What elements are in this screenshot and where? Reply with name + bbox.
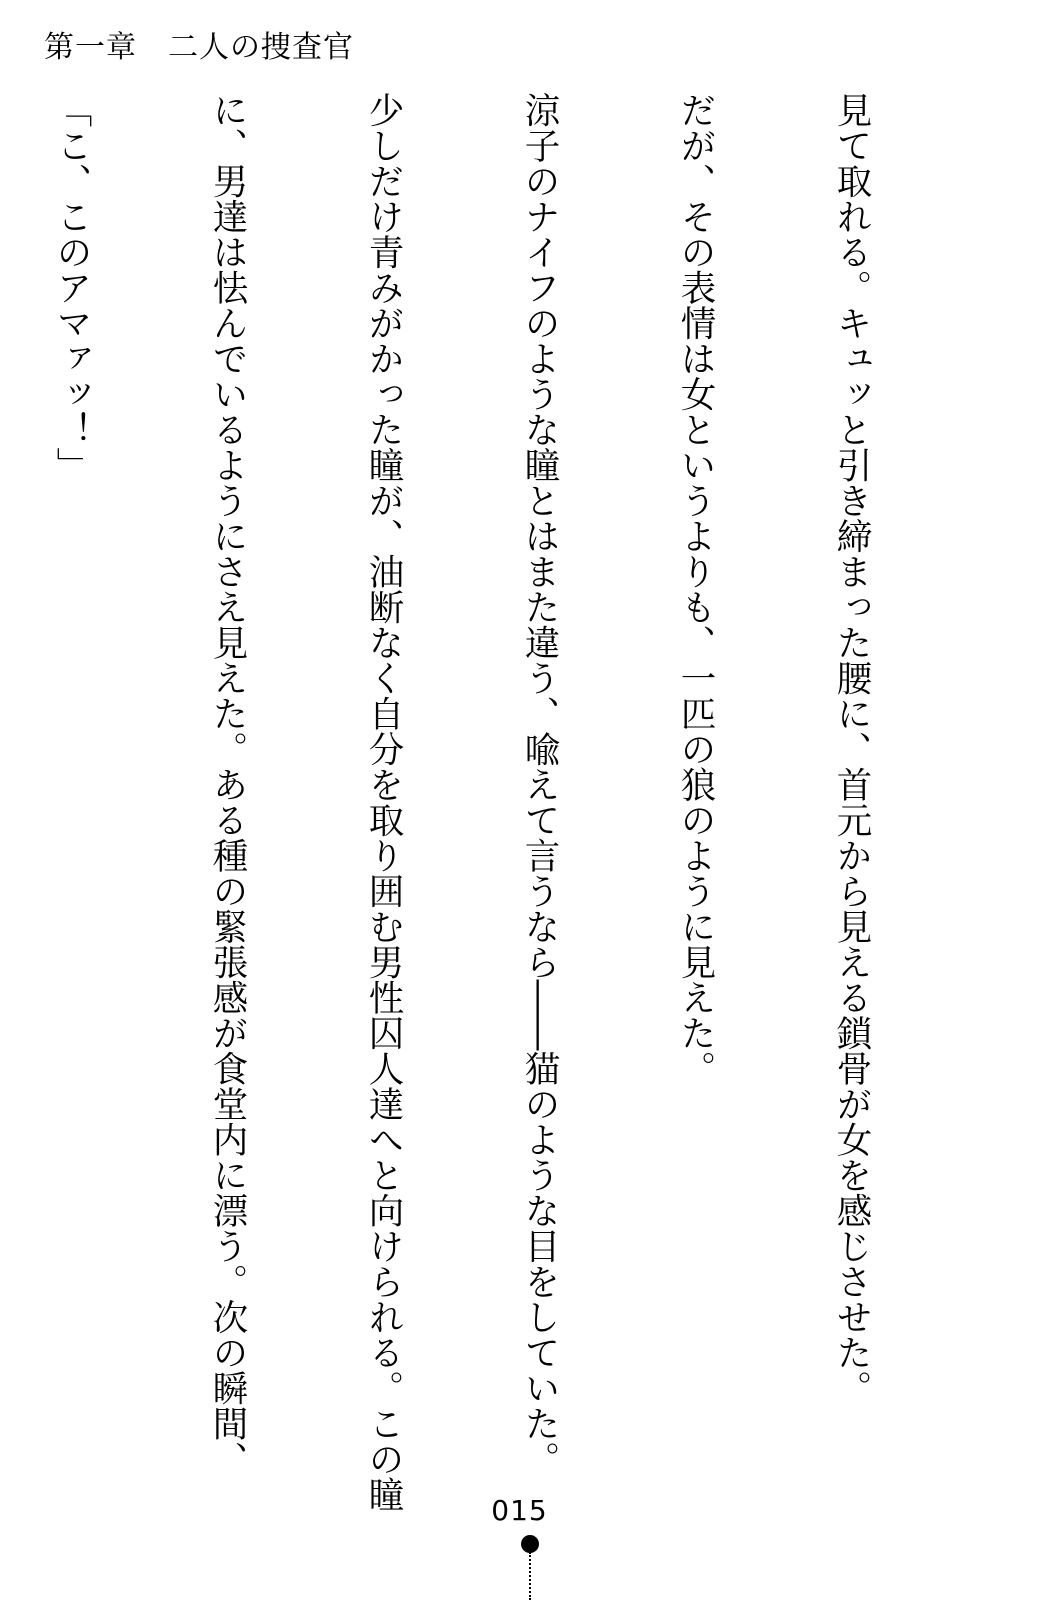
page-marker-dot-icon — [521, 1535, 539, 1553]
text-line: 見て取れる。キュッと引き締まった腰に、首元から見える鎖骨が女を感じさせた。 — [831, 92, 872, 1406]
text-line: に、男達は怯んでいるようにさえ見えた。ある種の緊張感が食堂内に漂う。次の瞬間、 — [207, 92, 248, 1477]
text-line: 涼子のナイフのような瞳とはまた違う、喩えて言うなら――猫のような目をしていた。 — [519, 92, 560, 1477]
text-line: 「こ、このアマァッ！」 — [51, 92, 92, 483]
text-line: だが、その表情は女というよりも、一匹の狼のように見えた。 — [675, 92, 716, 1086]
text-line: 少しだけ青みがかった瞳が、油断なく自分を取り囲む男性囚人達へと向けられる。この瞳 — [363, 92, 404, 1512]
chapter-label: 第一章 — [44, 30, 137, 65]
page-marker-line — [529, 1552, 531, 1600]
page-number: 015 — [491, 1494, 548, 1527]
chapter-header — [44, 22, 354, 66]
chapter-title: 二人の捜査官 — [168, 30, 354, 65]
